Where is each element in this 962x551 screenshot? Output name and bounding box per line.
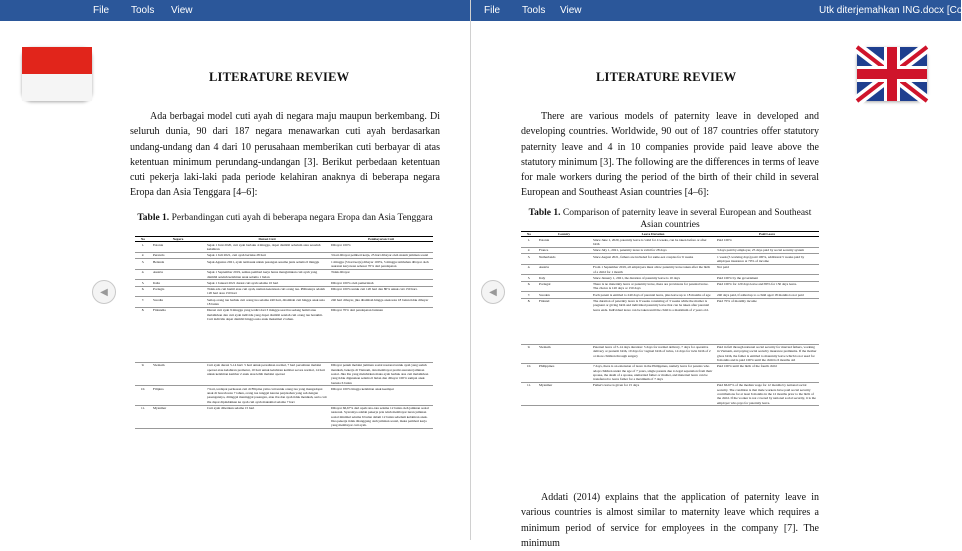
- table-row: [135, 286, 433, 297]
- table-cell: Father's leave is given for 15 days: [591, 382, 715, 405]
- table-caption-label: Table 1.: [137, 213, 170, 223]
- table-cell: Estonia: [537, 237, 591, 248]
- table-cell: Italy: [537, 275, 591, 281]
- table-cell: 8.: [135, 307, 151, 362]
- table-cell: Philippines: [537, 363, 591, 382]
- table-row: [135, 362, 433, 385]
- table-row: [521, 382, 819, 405]
- table-row: [521, 254, 819, 265]
- table-cell: 10.: [135, 386, 151, 405]
- table-cell: 7 hari, terdapat perluasan cuti di Filipina yaitu cuti untuk orang tua yang mengadopsi anak di bawah usia 7 tahun, orang tua tunggal karena perpisahan yang sah dengan pasangannya, ditinggal meninggal pasangan, atau ibu dan ayah tidak menikah, serta cuti ibu dapat dipindahkan ke ayah cuti ayah maksimal selama 7 hari: [205, 386, 329, 405]
- table-cell: 1 week (5 working days) paid 100%, additional 5 weeks paid by employee insurance at 70% of income: [715, 254, 819, 265]
- table-cell: 2.: [135, 252, 151, 258]
- left-document-pane[interactable]: [0, 0, 470, 540]
- table-cell: Dibayar 100%: [329, 242, 433, 253]
- body-paragraph: There are various models of paternity leave in developed and developing countries. Worldwide, 90 out of 187 countries offer statutory paternity leave and 4 in 10 companies provide paid leave above the statutory minimum [3]. The following are the differences in terms of leave for male workers during the period of the birth of their child in several European and Southeast Asian countries [4–6]:: [521, 111, 819, 199]
- table-cell: 3 hari dibayar pemberi kerja, 25 hari dibayar oleh sistem jaminan sosial: [329, 252, 433, 258]
- table-cell: Cuti ayah durasi 5-14 hari: 5 hari untuk persalinan normal, 7 hari persalinan melalui operasi atau kelahiran prematur, 10 hari untuk kelahiran kembar secara normal, 14 hari untuk kelahiran kembar 2 anak atau lebih melalui operasi: [205, 362, 329, 385]
- table-header: Leave Duration: [591, 232, 715, 237]
- table-body: [135, 242, 433, 429]
- right-document-pane[interactable]: [470, 0, 962, 549]
- page-heading: LITERATURE REVIEW: [596, 70, 737, 84]
- table-cell: Tidak dibayar: [329, 269, 433, 280]
- table-cell: 9.: [135, 362, 151, 385]
- body-paragraph: Ada berbagai model cuti ayah di negara maju maupun berkembang. Di seluruh dunia, 90 dari 187 negara menawarkan cuti ayah berdasarkan undang-undang dan 4 dari 10 perusahaan memberikan cuti berbayar di atas ketentuan minimum perundang-undangan [3]. Berikut perbedaan ketentuan cuti pekerja laki-laki pada periode kelahiran anaknya di beberapa negara Eropa dan Asia Tenggara [4–6]:: [130, 111, 440, 199]
- table-cell: Paternal leave of 5-14 days duration: 5 days for normal delivery, 7 days for operative delivery or preterm birth, 10 days for vaginal birth of twins, 14 days for twin birth of 2 or more children through surgery: [591, 344, 715, 363]
- table-cell: Sejak 1 Juni 2020, cuti ayah berlaku 4 minggu, dapat diambil sebelum atau sesudah kelahiran: [205, 242, 329, 253]
- table-cell: Since January 1, 2021, the duration of paternity leave is 10 days: [591, 275, 715, 281]
- table-cell: Myanmar: [151, 405, 205, 428]
- table-cell: 10.: [521, 363, 537, 382]
- table-cell: Paid 70% of monthly income: [715, 298, 819, 344]
- table-cell: Since July 1, 2021, paternity leave is valid for 28 days: [591, 247, 715, 253]
- table-cell: Sejak 1 Januari 2021 durasi cuti ayah selama 10 hari: [205, 280, 329, 286]
- table-cell: Sweden: [537, 292, 591, 298]
- comparison-table: [521, 231, 819, 406]
- table-row: [521, 264, 819, 275]
- table-cell: Paid 100% by the government: [715, 275, 819, 281]
- table-row: [521, 281, 819, 292]
- page-heading: LITERATURE REVIEW: [209, 70, 350, 84]
- table-cell: Italia: [151, 280, 205, 286]
- table-row: [135, 307, 433, 362]
- table-cell: Paid 100% until the birth of the fourth child: [715, 363, 819, 382]
- table-cell: 11.: [521, 382, 537, 405]
- menu-tools[interactable]: Tools: [522, 5, 546, 16]
- table-cell: Swedia: [151, 297, 205, 308]
- table-cell: Myanmar: [537, 382, 591, 405]
- table-cell: Sejak Agustus 2021, ayah termasuk untuk pasangan sesama jenis selama 6 minggu: [205, 259, 329, 270]
- table-cell: 5.: [521, 275, 537, 281]
- menu-view[interactable]: View: [171, 5, 193, 16]
- table-cell: Austria: [151, 269, 205, 280]
- table-cell: Tidak ada cuti hamil atau cuti ayah, namun ketentuan cuti orang tua. Pilihannya adalah 120 hari atau 150 hari: [205, 286, 329, 297]
- table-cell: 7.: [135, 297, 151, 308]
- table-header: Negara: [151, 237, 205, 242]
- table-cell: Dibayar penuh melalui jaminan sosial nasional untuk ayah yang sudah menikah, bekerja di Vietnam, dan membayar premi asuransi jaminan sosial. Jika ibu yang melahirkan maka ayah berhak atas cuti melahirkan yang tidak digunakan selama 6 bulan dan dibayar 100% sampai anak berusia 6 bulan: [329, 362, 433, 385]
- table-header: No: [521, 232, 537, 237]
- table-cell: 4.: [135, 269, 151, 280]
- table-cell: Dibayar 70% dari pendapatan bulanan: [329, 307, 433, 362]
- chevron-left-icon[interactable]: ◀: [92, 280, 116, 304]
- table-cell: Since August 2021, fathers are included for same-sex couples for 6 weeks: [591, 254, 715, 265]
- uk-flag: [857, 47, 927, 101]
- menu-file[interactable]: File: [93, 5, 110, 16]
- table-caption-text: Perbandingan cuti ayah di beberapa negara Eropa dan Asia Tenggara: [171, 213, 433, 223]
- comparison-table: [135, 236, 433, 429]
- table-row: [135, 386, 433, 405]
- table-cell: 6.: [135, 286, 151, 297]
- table-cell: Belanda: [151, 259, 205, 270]
- table-cell: Finlandia: [151, 307, 205, 362]
- table-cell: 4.: [521, 264, 537, 275]
- table-cell: Paid 100% for 120 days leave and 80% for 150 days leave.: [715, 281, 819, 292]
- menu-file[interactable]: File: [484, 5, 501, 16]
- table-cell: Paid in full through national social security for married fathers, working in Vietnam, and paying social security insurance premiums. If the mother gives birth, the father is entitled to maternity leave which is not used for 6 months and is paid 100% until the child is 6 months old: [715, 344, 819, 363]
- table-cell: Paid 66.67% of the median wage for 12 months by national social security. The condition is that male workers have paid social security contributions for at least 6 months in the 12 months prior to the birth of the child. If the worker is not covered by national social security, it is the employer who pays for paternity leave.: [715, 382, 819, 405]
- indonesia-flag: [22, 47, 92, 101]
- menu-view[interactable]: View: [560, 5, 582, 16]
- table-cell: France: [537, 247, 591, 253]
- table-cell: Each parent is entitled to 240 days of parental leave, plus leave up to 18 months of age: [591, 292, 715, 298]
- table-cell: Setiap orang tua berhak cuti orang tua selama 240 hari, ditambah cuti hingga anak usia 18 bulan: [205, 297, 329, 308]
- table-cell: 3 days paid by employer, 25 days paid by social security system: [715, 247, 819, 253]
- table-row: [135, 242, 433, 253]
- table-caption-text: Comparison of paternity leave in several European and Southeast Asian countries: [562, 208, 812, 230]
- table-header: Country: [537, 232, 591, 237]
- table-caption-label: Table 1.: [528, 208, 561, 218]
- table-cell: Vietnam: [537, 344, 591, 363]
- table-cell: Paid 100%: [715, 237, 819, 248]
- table-cell: From 1 September 2019, all employers must allow paternity leave taken after the birth of a child for 1 month: [591, 264, 715, 275]
- table-cell: Vietnam: [151, 362, 205, 385]
- table-cell: 7 days, there is an extension of leave in the Philippines, namely leave for parents who adopt children under the age of 7 years, single parents due to legal separation from their spouse, the death of a spouse, unmarried father or mother, and maternal leave can be transferred to leave father for a maximum of 7 days: [591, 363, 715, 382]
- table-cell: 5.: [135, 280, 151, 286]
- left-menubar: [0, 0, 470, 21]
- table-cell: Not paid: [715, 264, 819, 275]
- table-cell: Dibayar 100% untuk cuti 120 hari dan 80% untuk cuti 150 hari.: [329, 286, 433, 297]
- table-cell: 7.: [521, 292, 537, 298]
- table-cell: 8.: [521, 298, 537, 344]
- table-cell: Since June 1, 2020, paternity leave is valid for 4 weeks, can be taken before or after birth: [591, 237, 715, 248]
- table-cell: Finland: [537, 298, 591, 344]
- table-cell: Estonia: [151, 242, 205, 253]
- table-row: [135, 405, 433, 428]
- chevron-left-icon[interactable]: ◀: [481, 280, 505, 304]
- table-cell: 2.: [521, 247, 537, 253]
- table-cell: Cuti ayah diberikan selama 15 hari: [205, 405, 329, 428]
- body-paragraph-2: Addati (2014) explains that the application of paternity leave in various countries is almost similar to maternity leave which requires a minimum period of service for employees in the company [7]. The minimum: [521, 492, 819, 549]
- table-row: [521, 298, 819, 344]
- table-cell: Filipina: [151, 386, 205, 405]
- table-cell: There is no maternity leave or paternity leave, there are provisions for parental leave. The choice is 120 days or 150 days: [591, 281, 715, 292]
- table-cell: 1 minggu (5 hari kerja) dibayar 100%, 5 minggu tambahan dibayar oleh asuransi karyawan sebesar 70% dari pendapatan: [329, 259, 433, 270]
- table-cell: Dibayar 100% oleh pemerintah: [329, 280, 433, 286]
- table-header: Durasi Cuti: [205, 237, 329, 242]
- table-cell: Portugis: [151, 286, 205, 297]
- table-cell: Sejak 1 Juli 2021, cuti ayah berlaku 28 hari: [205, 252, 329, 258]
- table-body: [521, 237, 819, 406]
- table-cell: Perancis: [151, 252, 205, 258]
- table-cell: 9.: [521, 344, 537, 363]
- table-row: [521, 237, 819, 248]
- table-cell: 1.: [521, 237, 537, 248]
- table-cell: 1.: [135, 242, 151, 253]
- table-caption: [132, 212, 438, 224]
- table-row: [521, 363, 819, 382]
- table-cell: 6.: [521, 281, 537, 292]
- table-cell: 240 hari dibayar, jika ditambah hingga anak usia 18 bulan tidak dibayar: [329, 297, 433, 308]
- table-cell: The duration of paternity leave is 9 weeks consisting of 3 weeks while the mother is pregnant or giving birth and individual paternity leave that can be taken after parental leave ends. Individual leave can be taken until the child is a maximum of 2 years old.: [591, 298, 715, 344]
- table-row: [135, 297, 433, 308]
- window-title: Utk diterjemahkan ING.docx [Co: [819, 5, 962, 16]
- table-header: No: [135, 237, 151, 242]
- table-cell: Austria: [537, 264, 591, 275]
- table-cell: Portugal: [537, 281, 591, 292]
- menu-tools[interactable]: Tools: [131, 5, 155, 16]
- table-cell: Durasi cuti ayah 9 minggu yang terdiri dari 3 minggu saat ibu sedang hamil atau melahirkan dan cuti ayah individu yang dapat diambil setelah cuti orang tua berakhir. Cuti individu dapat diambil hingga usia anak maksimal 2 tahun.: [205, 307, 329, 362]
- table-cell: 3.: [521, 254, 537, 265]
- table-header: Pembayaran Cuti: [329, 237, 433, 242]
- table-cell: 11.: [135, 405, 151, 428]
- table-row: [135, 259, 433, 270]
- table-cell: 240 days paid, if added up to a child aged 18 months is not paid: [715, 292, 819, 298]
- right-menubar: [471, 0, 961, 21]
- table-cell: Netherlands: [537, 254, 591, 265]
- table-header: Paid Leave: [715, 232, 819, 237]
- table-cell: 3.: [135, 259, 151, 270]
- table-row: [521, 344, 819, 363]
- table-cell: Sejak 1 September 2019, semua pemberi kerja harus mengizinkan cuti ayah yang diambil setelah kelahiran anak selama 1 bulan: [205, 269, 329, 280]
- table-caption: [521, 207, 819, 231]
- table-cell: Dibayar 66,67% dari upah rata-rata selama 12 bulan oleh jaminan sosial nasional. Syaratnya adalah pekerja pria telah membayar iuran jaminan sosial minimal selama 6 bulan dalam 12 bulan sebelum kelahiran anak. Jika pekerja tidak ditanggung oleh jaminan sosial, maka pemberi kerja yang membayar cuti ayah.: [329, 405, 433, 428]
- table-cell: Dibayar 100% hingga kelahiran anak keempat: [329, 386, 433, 405]
- table-row: [135, 269, 433, 280]
